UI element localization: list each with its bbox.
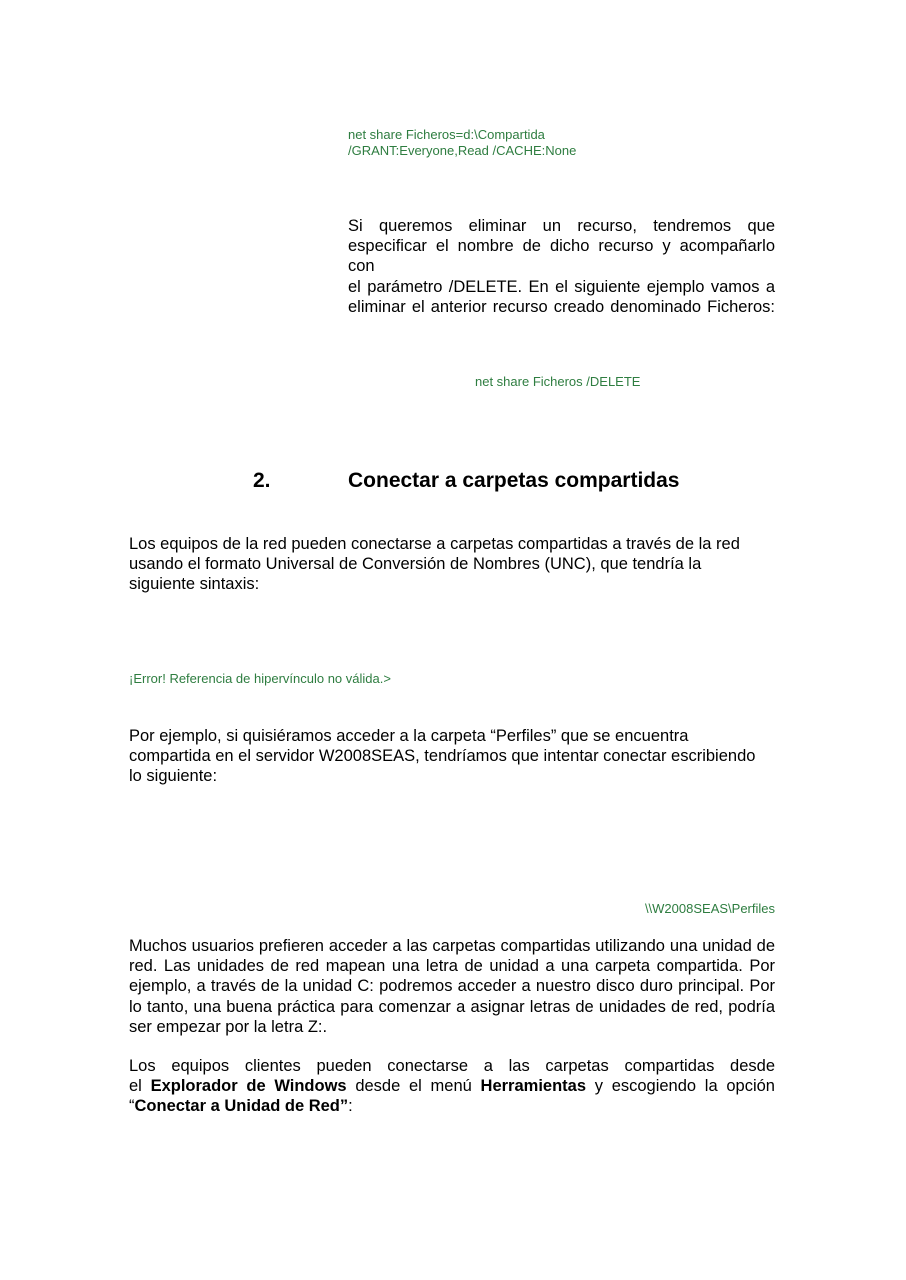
paragraph-unc-intro <box>129 534 789 595</box>
paragraph-line: ser empezar por la letra Z:. <box>129 1017 328 1036</box>
paragraph-network-drive <box>129 936 775 1037</box>
paragraph-line <box>129 1076 775 1096</box>
paragraph-example <box>129 726 789 787</box>
paragraph-line <box>129 1096 775 1116</box>
code-net-share-create <box>348 127 576 159</box>
paragraph-line: lo siguiente: <box>129 767 218 786</box>
paragraph-line: eliminar el anterior recurso creado denominado Ficheros: <box>348 297 775 316</box>
code-unc-error: ¡Error! Referencia de hipervínculo no válida.> <box>129 671 391 686</box>
section-title: Conectar a carpetas compartidas <box>348 469 680 492</box>
paragraph-line: red. Las unidades de red mapean una letra de unidad a una carpeta compartida. Por <box>129 957 775 976</box>
paragraph-line: Si queremos eliminar un recurso, tendremos que <box>348 217 775 235</box>
paragraph-clients <box>129 1056 775 1117</box>
paragraph-line: Los equipos clientes pueden conectarse a las carpetas compartidas desde <box>129 1057 775 1075</box>
paragraph-line: el parámetro /DELETE. En el siguiente ejemplo vamos a <box>348 277 775 296</box>
paragraph-line: Muchos usuarios prefieren acceder a las carpetas compartidas utilizando una unidad de <box>129 937 775 955</box>
bold-explorador: Explorador de Windows <box>150 1077 347 1096</box>
text-run: desde el menú <box>346 1077 481 1096</box>
text-run: : <box>348 1097 353 1116</box>
text-run: “ <box>129 1097 135 1116</box>
code-net-share-delete: net share Ficheros /DELETE <box>475 374 641 389</box>
code-line: /GRANT:Everyone,Read /CACHE:None <box>348 143 577 158</box>
paragraph-line: usando el formato Universal de Conversión de Nombres (UNC), que tendría la <box>129 555 702 574</box>
paragraph-line: Por ejemplo, si quisiéramos acceder a la carpeta “Perfiles” que se encuentra <box>129 727 689 745</box>
bold-conectar-unidad: Conectar a Unidad de Red” <box>134 1097 349 1116</box>
paragraph-line: lo tanto, una buena práctica para comenzar a asignar letras de unidades de red, podría <box>129 997 775 1016</box>
paragraph-line: ejemplo, a través de la unidad C: podremos acceder a nuestro disco duro principal. Por <box>129 977 775 996</box>
text-run: el <box>129 1077 151 1096</box>
text-run: y escogiendo la opción <box>586 1077 775 1096</box>
code-line: net share Ficheros=d:\Compartida <box>348 127 545 142</box>
paragraph-line: Los equipos de la red pueden conectarse a carpetas compartidas a través de la red <box>129 535 740 553</box>
code-unc-example: \\W2008SEAS\Perfiles <box>644 901 775 916</box>
paragraph-line: compartida en el servidor W2008SEAS, tendríamos que intentar conectar escribiendo <box>129 747 756 766</box>
paragraph-delete-intro <box>348 216 775 317</box>
paragraph-line: siguiente sintaxis: <box>129 575 260 594</box>
bold-herramientas: Herramientas <box>480 1077 587 1096</box>
section-number: 2. <box>253 469 271 492</box>
paragraph-line: especificar el nombre de dicho recurso y acompañarlo con <box>348 237 775 276</box>
